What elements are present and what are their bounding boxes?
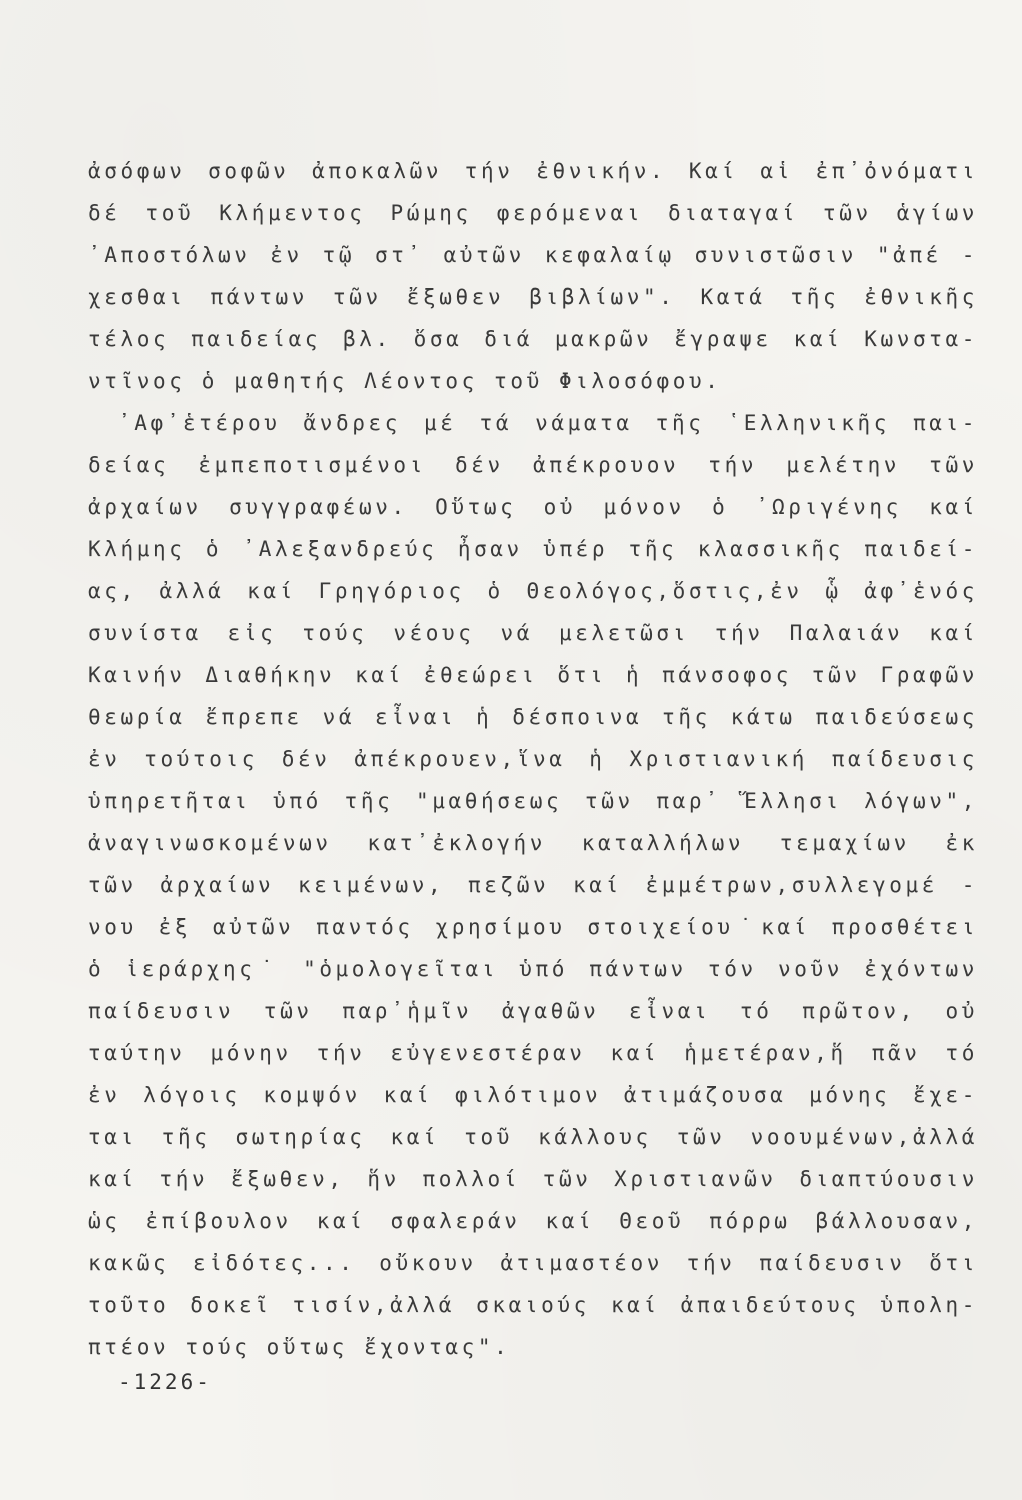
text-line: ντῖνος ὁ μαθητής Λέοντος τοῦ Φιλοσόφου. <box>88 369 722 393</box>
text-line: ἀσόφων σοφῶν ἀποκαλῶν τήν ἐθνικήν. Καί αἱ ἐπ᾽ὀνόματι <box>88 159 978 183</box>
text-line: θεωρία ἔπρεπε νά εἶναι ἡ δέσποινα τῆς κάτω παιδεύσεως <box>88 705 978 729</box>
text-line: πτέον τούς οὕτως ἔχοντας". <box>88 1335 511 1359</box>
text-line: ὑπηρετῆται ὑπό τῆς "μαθήσεως τῶν παρ᾽ Ἕλλησι λόγων", <box>88 789 978 813</box>
page-number: -1226- <box>118 1370 212 1394</box>
text-line: συνίστα εἰς τούς νέους νά μελετῶσι τήν Παλαιάν καί <box>88 621 978 645</box>
text-line: δείας ἐμπεποτισμένοι δέν ἀπέκρουον τήν μελέτην τῶν <box>88 453 978 477</box>
text-line: ἀναγινωσκομένων κατ᾽ἐκλογήν καταλλήλων τεμαχίων ἐκ <box>88 831 978 855</box>
text-line: ὁ ἱεράρχης˙ "ὁμολογεῖται ὑπό πάντων τόν νοῦν ἐχόντων <box>88 957 978 981</box>
body-text <box>88 150 978 1368</box>
text-line: ἐν τούτοις δέν ἀπέκρουεν,ἵνα ἡ Χριστιανική παίδευσις <box>88 747 978 771</box>
text-line: ᾽Αφ᾽ἑτέρου ἄνδρες μέ τά νάματα τῆς ῾Ελληνικῆς παι- <box>118 411 978 435</box>
text-line: δέ τοῦ Κλήμεντος Ρώμης φερόμεναι διαταγαί τῶν ἁγίων <box>88 201 978 225</box>
text-line: ἀρχαίων συγγραφέων. Οὕτως οὐ μόνον ὁ ᾽Ωριγένης καί <box>88 495 978 519</box>
text-line: παίδευσιν τῶν παρ᾽ἡμῖν ἀγαθῶν εἶναι τό πρῶτον, οὐ <box>88 999 978 1023</box>
text-line: ᾽Αποστόλων ἐν τῷ στ᾽ αὐτῶν κεφαλαίῳ συνιστῶσιν "ἀπέ - <box>88 243 978 267</box>
text-line: κακῶς εἰδότες... οὔκουν ἀτιμαστέον τήν παίδευσιν ὅτι <box>88 1251 978 1275</box>
text-line: χεσθαι πάντων τῶν ἔξωθεν βιβλίων". Κατά τῆς ἐθνικῆς <box>88 285 978 309</box>
text-line: ὡς ἐπίβουλον καί σφαλεράν καί Θεοῦ πόρρω βάλλουσαν, <box>88 1209 978 1233</box>
text-line: Καινήν Διαθήκην καί ἐθεώρει ὅτι ἡ πάνσοφος τῶν Γραφῶν <box>88 663 978 687</box>
text-line: τέλος παιδείας βλ. ὅσα διά μακρῶν ἔγραψε καί Κωνστα- <box>88 327 978 351</box>
text-line: τῶν ἀρχαίων κειμένων, πεζῶν καί ἐμμέτρων,συλλεγομέ - <box>88 873 978 897</box>
text-line: καί τήν ἔξωθεν, ἥν πολλοί τῶν Χριστιανῶν διαπτύουσιν <box>88 1167 978 1191</box>
text-line: ας, ἀλλά καί Γρηγόριος ὁ Θεολόγος,ὅστις,ἐν ᾧ ἀφ᾽ἑνός <box>88 579 978 603</box>
text-line: τοῦτο δοκεῖ τισίν,ἀλλά σκαιούς καί ἀπαιδεύτους ὑπολη- <box>88 1293 978 1317</box>
text-line: ἐν λόγοις κομψόν καί φιλότιμον ἀτιμάζουσα μόνης ἔχε- <box>88 1083 978 1107</box>
text-line: ται τῆς σωτηρίας καί τοῦ κάλλους τῶν νοουμένων,ἀλλά <box>88 1125 978 1149</box>
text-line: νου ἐξ αὐτῶν παντός χρησίμου στοιχείου˙καί προσθέτει <box>88 915 978 939</box>
text-line: Κλήμης ὁ ᾽Αλεξανδρεύς ἦσαν ὑπέρ τῆς κλασσικῆς παιδεί- <box>88 537 978 561</box>
text-line: ταύτην μόνην τήν εὐγενεστέραν καί ἡμετέραν,ἥ πᾶν τό <box>88 1041 978 1065</box>
